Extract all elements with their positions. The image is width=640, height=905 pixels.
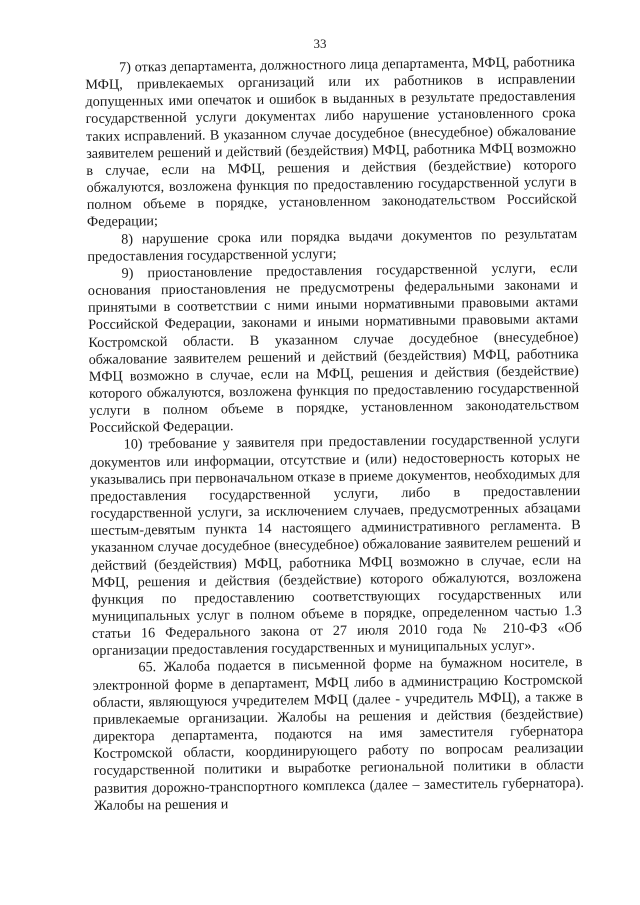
paragraph-item-9: 9) приостановление предоставления государственной услуги, если основания приостановления не предусмотрены федеральными законами и принятыми в соответствии с ними иными нормативными правовыми актами Российской Федерации, законами и иными нормативными правовыми актами Костромской области. В указанном случае досудебное (внесудебное) обжалование заявителем решений и действий (бездействия) МФЦ, работника МФЦ возможно в случае, если на МФЦ, решения и действия (бездействие) которого обжалуются, возложена функция по предоставлению государственной услуги в полном объеме в порядке, установленном законодательством Российской Федерации. <box>87 259 580 437</box>
paragraph-section-65: 65. Жалоба подается в письменной форме на бумажном носителе, в электронной форме в департамент, МФЦ либо в администрацию Костромской области, являющуюся учредителем МФЦ (далее - учредитель МФЦ), а также в привлекаемые организации. Жалобы на решения и действия (бездействие) директора департамента, подаются на имя заместителя губернатора Костромской области, координирующего работу по вопросам реализации государственной политики и выработке региональной политики в области развития дорожно-транспортного комплекса (далее – заместитель губернатора). Жалобы на решения и <box>92 654 584 814</box>
document-body <box>85 54 584 815</box>
paragraph-item-10: 10) требование у заявителя при предоставлении государственной услуги документов или информации, отсутствие и (или) недостоверность которых не указывались при первоначальном отказе в приеме документов, необходимых для предоставления государственной услуги, либо в предоставлении государственной услуги, за исключением случаев, предусмотренных абзацами шестым-девятым пункта 14 настоящего административного регламента. В указанном случае досудебное (внесудебное) обжалование заявителем решений и действий (бездействия) МФЦ, работника МФЦ возможно в случае, если на МФЦ, решения и действия (бездействие) которого обжалуются, возложена функция по предоставлению соответствующих государственных или муниципальных услуг в полном объеме в порядке, определенном частью 1.3 статьи 16 Федерального закона от 27 июля 2010 года № 210-ФЗ «Об организации предоставления государственных и муниципальных услуг». <box>89 431 583 660</box>
paragraph-item-7: 7) отказ департамента, должностного лица департамента, МФЦ, работника МФЦ, привлекаемых организаций или их работников в исправлении допущенных ими опечаток и ошибок в выданных в результате предоставления государственной услуги документах либо нарушение установленного срока таких исправлений. В указанном случае досудебное (внесудебное) обжалование заявителем решений и действий (бездействия) МФЦ, работника МФЦ возможно в случае, если на МФЦ, решения и действия (бездействие) которого обжалуются, возложена функция по предоставлению государственной услуги в полном объеме в порядке, установленном законодательством Российской Федерации; <box>85 54 577 231</box>
paragraph-item-8: 8) нарушение срока или порядка выдачи документов по результатам предоставления государственной услуги; <box>87 225 578 265</box>
page-number: 33 <box>313 36 327 51</box>
